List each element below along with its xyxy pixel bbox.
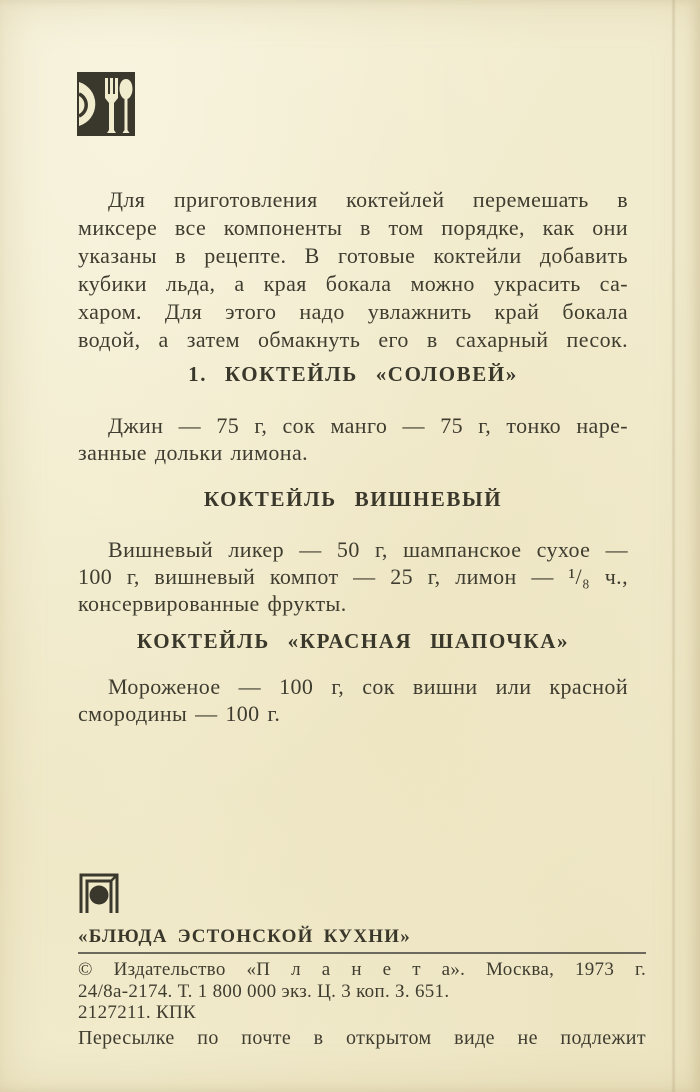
recipe-line: смородины — 100 г. [78,701,281,726]
intro-line: водой, а затем обмакнуть его в сахарный песок. [78,327,628,352]
copyright-line: © Издательство «П л а н е т а». Москва, 1973 г. [78,959,646,980]
series-title: «БЛЮДА ЭСТОНСКОЙ КУХНИ» [78,926,411,947]
recipe-line: Джин — 75 г, сок манго — 75 г, тонко наре- [108,413,628,438]
recipe-body-krasnaya-shapochka [78,673,628,727]
intro-line: харом. Для этого надо увлажнить край бокала [78,299,628,324]
recipe-title-krasnaya-shapochka: КОКТЕЙЛЬ «КРАСНАЯ ШАПОЧКА» [136,629,570,653]
recipe-title-solovey: 1. КОКТЕЙЛЬ «СОЛОВЕЙ» [188,362,518,386]
footer-divider [78,952,646,954]
intro-line: указаны в рецепте. В готовые коктейли добавить [78,243,628,268]
imprint-line: 2127211. КПК [78,1002,196,1023]
recipe-line: Вишневый ликер — 50 г, шампанское сухое — [108,537,628,562]
plate-fork-spoon-icon [77,72,135,136]
planeta-open-book-logo [76,868,122,914]
recipe-body-vishnevy [78,536,628,617]
recipe-line: занные дольки лимона. [78,440,309,465]
recipe-body-solovey [78,412,628,466]
imprint-line: 24/8а-2174. Т. 1 800 000 экз. Ц. 3 коп. З. 651. [78,981,450,1002]
intro-paragraph [78,186,628,354]
recipe-line: 100 г, вишневый компот — 25 г, лимон — ¹/₈ ч., [78,564,628,589]
mailing-note: Пересылке по почте в открытом виде не подлежит [78,1027,646,1049]
recipe-line: Мороженое — 100 г, сок вишни или красной [108,674,628,699]
recipe-line: консервированные фрукты. [78,591,347,616]
intro-line: кубики льда, а края бокала можно украсить са- [78,271,628,296]
intro-line: Для приготовления коктейлей перемешать в [108,187,628,212]
recipe-title-vishnevy: КОКТЕЙЛЬ ВИШНЕВЫЙ [203,487,503,511]
intro-line: миксере все компоненты в том порядке, как они [78,215,628,240]
